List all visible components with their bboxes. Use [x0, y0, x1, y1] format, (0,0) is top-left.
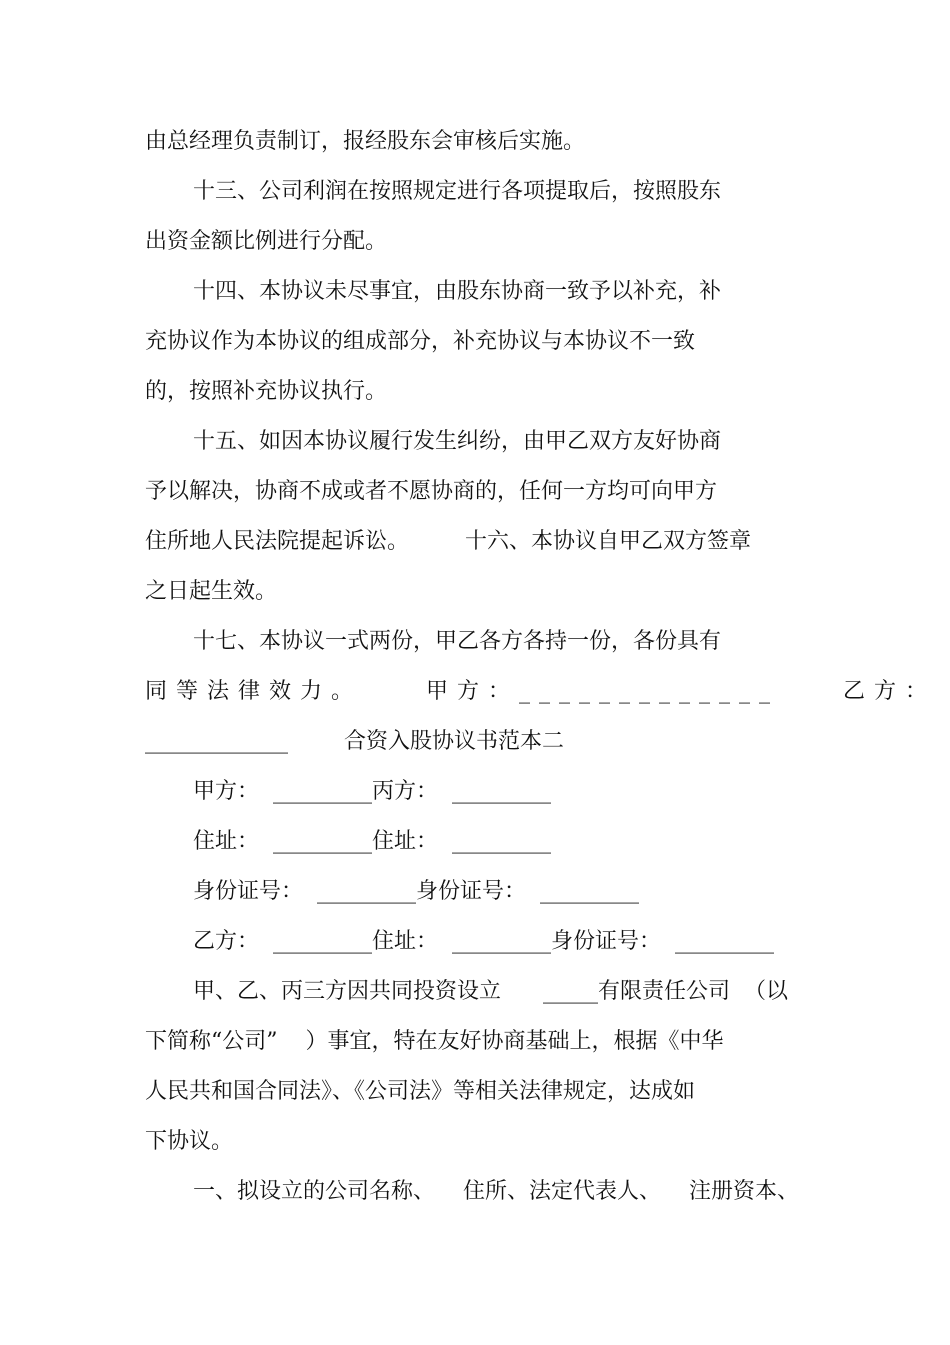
- party-jia-bing-line: 甲方： _________丙方： _________: [193, 779, 551, 804]
- party-yi-line: 乙方： _________住址： _________身份证号： _________: [193, 929, 774, 954]
- clause-14-line: 十四、本协议未尽事宜，由股东协商一致予以补充，补: [193, 279, 722, 304]
- preamble-line: 甲、乙、丙三方因共同投资设立 _____有限责任公司 （以: [193, 979, 788, 1004]
- paragraph-line: 下协议。: [145, 1129, 234, 1154]
- clause-13-line: 十三、公司利润在按照规定进行各项提取后，按照股东: [193, 179, 722, 204]
- paragraph-line: 之日起生效。: [145, 579, 278, 604]
- signature-line: 同等法律效力。 甲方：_____________ 乙方：: [145, 679, 936, 704]
- paragraph-line: 由总经理负责制订，报经股东会审核后实施。: [145, 129, 586, 154]
- address-line: 住址： _________住址： _________: [193, 829, 551, 854]
- paragraph-line: 出资金额比例进行分配。: [145, 229, 388, 254]
- paragraph-line: 予以解决，协商不成或者不愿协商的，任何一方均可向甲方: [145, 479, 718, 504]
- clause-17-line: 十七、本协议一式两份，甲乙各方各持一份，各份具有: [193, 629, 722, 654]
- paragraph-line: 充协议作为本协议的组成部分，补充协议与本协议不一致: [145, 329, 696, 354]
- template-title-line: _____________ 合资入股协议书范本二: [145, 729, 564, 754]
- paragraph-line: 人民共和国合同法》、《公司法》等相关法律规定，达成如: [145, 1079, 696, 1104]
- id-number-line: 身份证号： _________身份证号： _________: [193, 879, 639, 904]
- paragraph-line: 下简称“公司” ）事宜，特在友好协商基础上，根据《中华: [145, 1029, 724, 1054]
- clause-16-line: 住所地人民法院提起诉讼。 十六、本协议自甲乙双方签章: [145, 529, 751, 554]
- paragraph-line: 的，按照补充协议执行。: [145, 379, 388, 404]
- clause-1-line: 一、拟设立的公司名称、 住所、法定代表人、 注册资本、: [193, 1179, 799, 1204]
- clause-15-line: 十五、如因本协议履行发生纠纷，由甲乙双方友好协商: [193, 429, 722, 454]
